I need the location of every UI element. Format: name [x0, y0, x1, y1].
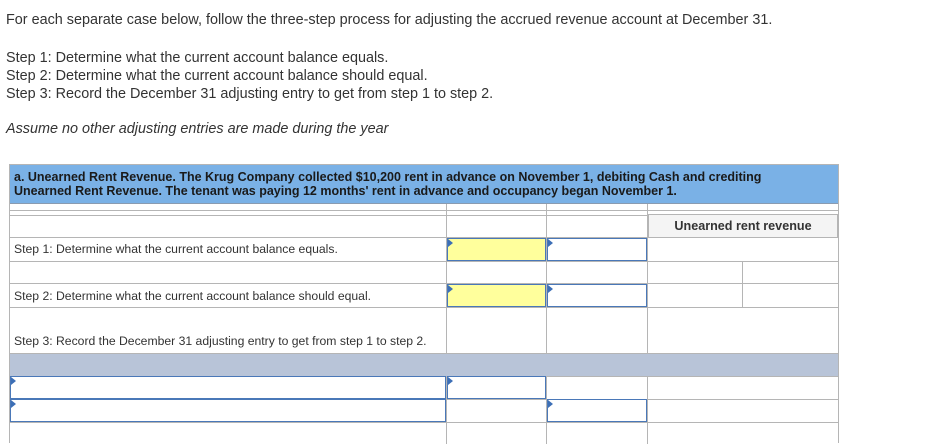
step-2-amount-input[interactable] [547, 284, 647, 307]
instructions-intro: For each separate case below, follow the three-step process for adjusting the accrued revenue account at December 31. [6, 12, 773, 28]
journal-header-row [10, 354, 838, 376]
journal-entry-2-account-select[interactable] [10, 399, 446, 422]
grid-line [647, 204, 648, 444]
case-a-description-line-1: a. Unearned Rent Revenue. The Krug Company collected $10,200 rent in advance on November 1, debiting Cash and crediting [14, 170, 762, 184]
step-2-label: Step 2: Determine what the current account balance should equal. [14, 289, 372, 303]
grid-line [10, 307, 838, 308]
grid-line [10, 210, 838, 211]
case-a-banner [10, 165, 838, 204]
grid-line [10, 422, 838, 423]
case-a-description-line-2: Unearned Rent Revenue. The tenant was paying 12 months' rent in advance and occupancy began November 1. [14, 184, 677, 198]
journal-entry-2-credit-input[interactable] [547, 399, 647, 422]
instructions-step-1: Step 1: Determine what the current account balance equals. [6, 50, 389, 66]
grid-line [10, 261, 838, 262]
grid-line [10, 283, 838, 284]
step-1-amount-input[interactable] [547, 238, 647, 261]
instructions-step-2: Step 2: Determine what the current account balance should equal. [6, 68, 428, 84]
step-1-label: Step 1: Determine what the current account balance equals. [14, 242, 338, 256]
instructions-step-3: Step 3: Record the December 31 adjusting entry to get from step 1 to step 2. [6, 86, 494, 102]
journal-entry-1-debit-field[interactable] [447, 376, 546, 399]
unearned-rent-revenue-header: Unearned rent revenue [648, 214, 838, 238]
step-1-account-select[interactable] [447, 238, 546, 261]
step-3-label: Step 3: Record the December 31 adjusting entry to get from step 1 to step 2. [14, 334, 427, 348]
grid-line [742, 261, 743, 307]
case-a-worksheet [9, 164, 839, 443]
instructions-assumption: Assume no other adjusting entries are made during the year [6, 121, 389, 137]
journal-entry-1-account-select[interactable] [10, 376, 446, 399]
step-2-account-select[interactable] [447, 284, 546, 307]
